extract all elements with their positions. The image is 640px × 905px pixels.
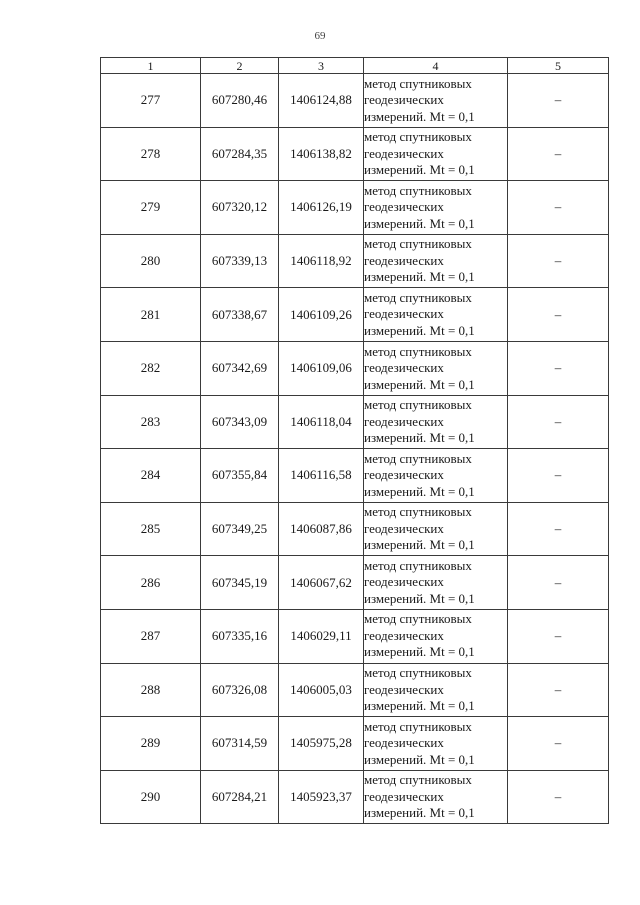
empty-value-dash: –	[508, 74, 609, 128]
coordinate-x: 607338,67	[201, 288, 279, 342]
coordinate-y: 1406029,11	[279, 609, 364, 663]
method-line: метод спутниковых	[364, 343, 472, 359]
coordinate-x: 607326,08	[201, 663, 279, 717]
point-number: 289	[101, 717, 201, 771]
coordinate-x: 607320,12	[201, 181, 279, 235]
method-line: геодезических	[364, 788, 444, 804]
table-row	[101, 395, 609, 449]
method-description	[364, 181, 508, 235]
table-row	[101, 717, 609, 771]
method-line: метод спутниковых	[364, 611, 472, 627]
empty-value-dash: –	[508, 181, 609, 235]
coordinate-x: 607342,69	[201, 341, 279, 395]
empty-value-dash: –	[508, 449, 609, 503]
empty-value-dash: –	[508, 341, 609, 395]
method-line: геодезических	[364, 92, 444, 108]
page-number: 69	[314, 30, 326, 42]
method-line: метод спутниковых	[364, 718, 472, 734]
method-line: метод спутниковых	[364, 289, 472, 305]
empty-value-dash: –	[508, 395, 609, 449]
method-line: метод спутниковых	[364, 450, 472, 466]
method-line: геодезических	[364, 735, 444, 751]
column-header: 4	[364, 58, 508, 74]
empty-value-dash: –	[508, 770, 609, 824]
method-line: измерений. Mt = 0,1	[364, 751, 475, 767]
coordinate-y: 1406118,92	[279, 234, 364, 288]
table-row	[101, 663, 609, 717]
method-line: измерений. Mt = 0,1	[364, 430, 475, 446]
method-line: геодезических	[364, 360, 444, 376]
method-description	[364, 234, 508, 288]
table-row	[101, 181, 609, 235]
point-number: 287	[101, 609, 201, 663]
table-row	[101, 341, 609, 395]
coordinates-table	[100, 57, 609, 824]
table-row	[101, 770, 609, 824]
method-line: геодезических	[364, 413, 444, 429]
method-line: измерений. Mt = 0,1	[364, 537, 475, 553]
point-number: 283	[101, 395, 201, 449]
method-line: измерений. Mt = 0,1	[364, 644, 475, 660]
coordinate-x: 607349,25	[201, 502, 279, 556]
method-line: метод спутниковых	[364, 75, 472, 91]
empty-value-dash: –	[508, 609, 609, 663]
method-description	[364, 395, 508, 449]
empty-value-dash: –	[508, 717, 609, 771]
point-number: 288	[101, 663, 201, 717]
point-number: 282	[101, 341, 201, 395]
coordinate-y: 1406126,19	[279, 181, 364, 235]
method-line: измерений. Mt = 0,1	[364, 483, 475, 499]
table-row	[101, 127, 609, 181]
point-number: 284	[101, 449, 201, 503]
method-description	[364, 74, 508, 128]
method-description	[364, 449, 508, 503]
coordinate-x: 607343,09	[201, 395, 279, 449]
empty-value-dash: –	[508, 288, 609, 342]
coordinate-x: 607314,59	[201, 717, 279, 771]
point-number: 285	[101, 502, 201, 556]
coordinate-x: 607345,19	[201, 556, 279, 610]
point-number: 281	[101, 288, 201, 342]
method-line: геодезических	[364, 145, 444, 161]
method-line: метод спутниковых	[364, 236, 472, 252]
point-number: 277	[101, 74, 201, 128]
coordinate-y: 1406116,58	[279, 449, 364, 503]
method-line: измерений. Mt = 0,1	[364, 805, 475, 821]
empty-value-dash: –	[508, 663, 609, 717]
method-line: измерений. Mt = 0,1	[364, 698, 475, 714]
method-description	[364, 770, 508, 824]
coordinate-y: 1406124,88	[279, 74, 364, 128]
coordinate-x: 607284,35	[201, 127, 279, 181]
coordinate-y: 1406087,86	[279, 502, 364, 556]
method-line: геодезических	[364, 520, 444, 536]
coordinate-y: 1406138,82	[279, 127, 364, 181]
method-line: измерений. Mt = 0,1	[364, 322, 475, 338]
method-line: геодезических	[364, 467, 444, 483]
table-row	[101, 234, 609, 288]
table-row	[101, 609, 609, 663]
empty-value-dash: –	[508, 234, 609, 288]
point-number: 278	[101, 127, 201, 181]
coordinate-x: 607335,16	[201, 609, 279, 663]
method-line: метод спутниковых	[364, 504, 472, 520]
method-line: геодезических	[364, 627, 444, 643]
coordinate-y: 1406109,06	[279, 341, 364, 395]
coordinate-y: 1406005,03	[279, 663, 364, 717]
coordinate-y: 1406067,62	[279, 556, 364, 610]
coordinate-x: 607355,84	[201, 449, 279, 503]
method-line: геодезических	[364, 252, 444, 268]
coordinate-y: 1406118,04	[279, 395, 364, 449]
method-line: измерений. Mt = 0,1	[364, 376, 475, 392]
method-line: метод спутниковых	[364, 182, 472, 198]
method-description	[364, 717, 508, 771]
coordinate-x: 607284,21	[201, 770, 279, 824]
method-description	[364, 288, 508, 342]
method-description	[364, 663, 508, 717]
empty-value-dash: –	[508, 502, 609, 556]
table-row	[101, 449, 609, 503]
table-row	[101, 556, 609, 610]
method-description	[364, 556, 508, 610]
table-row	[101, 502, 609, 556]
column-header: 2	[201, 58, 279, 74]
empty-value-dash: –	[508, 127, 609, 181]
method-description	[364, 502, 508, 556]
method-description	[364, 341, 508, 395]
method-line: измерений. Mt = 0,1	[364, 162, 475, 178]
method-line: метод спутниковых	[364, 397, 472, 413]
column-header: 3	[279, 58, 364, 74]
method-line: измерений. Mt = 0,1	[364, 215, 475, 231]
column-header: 5	[508, 58, 609, 74]
coordinate-y: 1405975,28	[279, 717, 364, 771]
method-line: измерений. Mt = 0,1	[364, 108, 475, 124]
point-number: 290	[101, 770, 201, 824]
point-number: 280	[101, 234, 201, 288]
coordinate-y: 1406109,26	[279, 288, 364, 342]
method-line: геодезических	[364, 681, 444, 697]
method-line: метод спутниковых	[364, 772, 472, 788]
method-description	[364, 127, 508, 181]
table-row	[101, 74, 609, 128]
empty-value-dash: –	[508, 556, 609, 610]
coordinate-x: 607280,46	[201, 74, 279, 128]
column-header: 1	[101, 58, 201, 74]
coordinate-y: 1405923,37	[279, 770, 364, 824]
method-line: измерений. Mt = 0,1	[364, 590, 475, 606]
method-line: геодезических	[364, 574, 444, 590]
table-header-row	[101, 58, 609, 74]
method-line: метод спутниковых	[364, 557, 472, 573]
method-line: измерений. Mt = 0,1	[364, 269, 475, 285]
table-body	[101, 74, 609, 824]
method-line: геодезических	[364, 199, 444, 215]
method-line: метод спутниковых	[364, 129, 472, 145]
method-line: метод спутниковых	[364, 665, 472, 681]
coordinate-x: 607339,13	[201, 234, 279, 288]
point-number: 286	[101, 556, 201, 610]
method-description	[364, 609, 508, 663]
point-number: 279	[101, 181, 201, 235]
method-line: геодезических	[364, 306, 444, 322]
table-row	[101, 288, 609, 342]
